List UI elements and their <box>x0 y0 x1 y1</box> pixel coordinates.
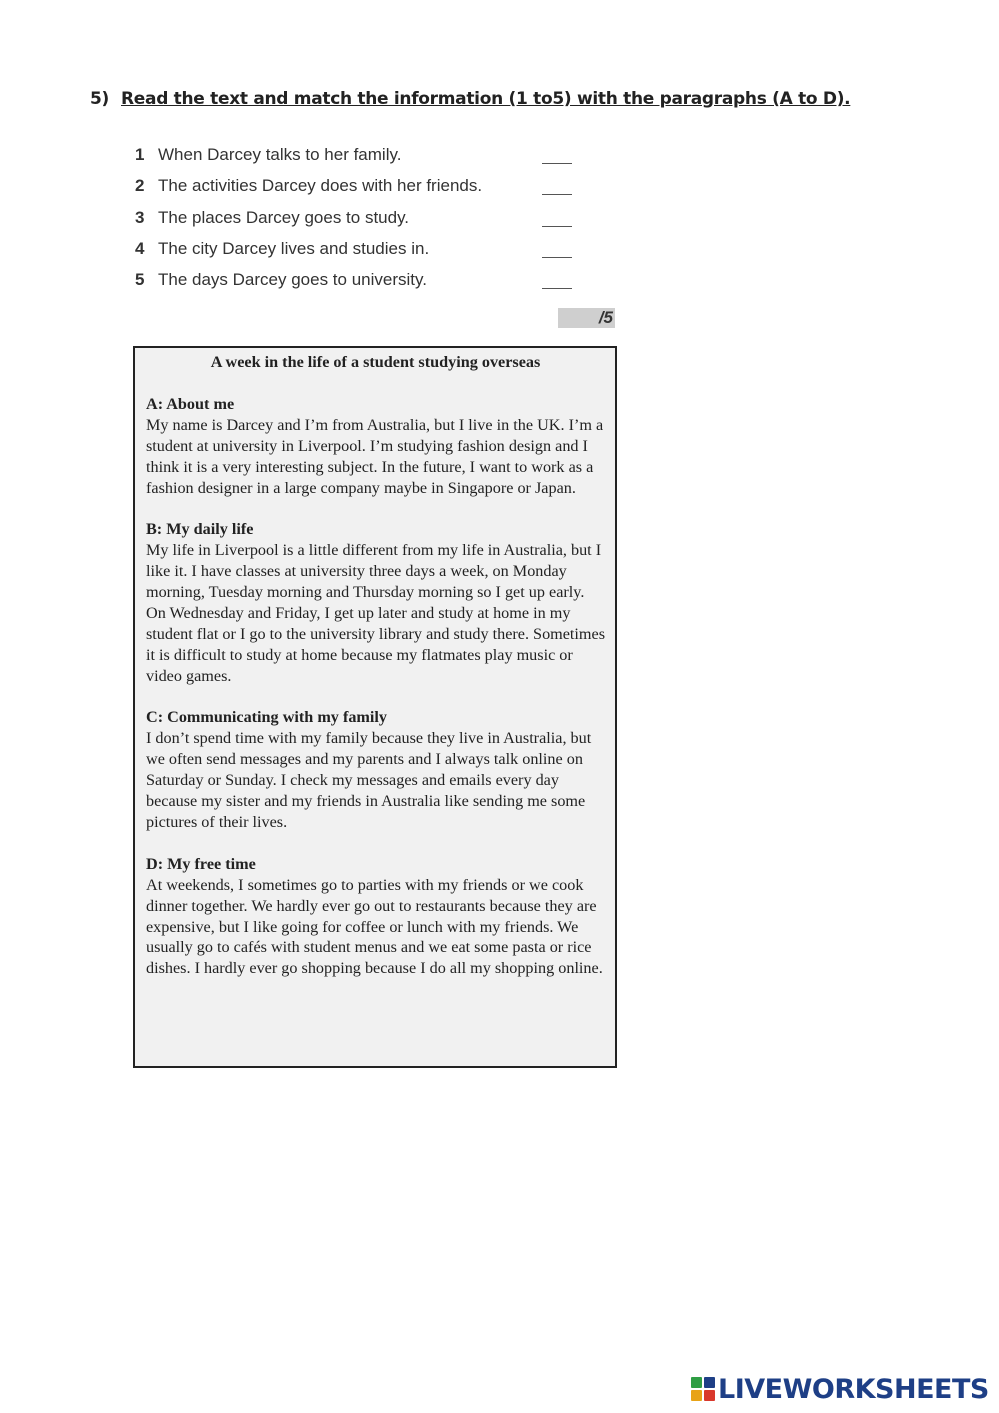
item-text: The activities Darcey does with her friends. <box>158 176 483 196</box>
paragraph-b <box>146 519 605 686</box>
paragraph-a <box>146 394 605 499</box>
logo-text: LIVEWORKSHEETS <box>718 1373 989 1405</box>
matching-list <box>135 145 575 301</box>
list-item <box>135 239 575 270</box>
item-text: The places Darcey goes to study. <box>158 207 410 227</box>
item-number: 3 <box>135 207 145 227</box>
paragraph-body: At weekends, I sometimes go to parties with my friends or we cook dinner together. We hardly ever go out to restaurants because they are expensive, but I like going for coffee or lunch with my friends. We usually go to cafés with student menus and we eat some pasta or rice dishes. I hardly ever go shopping because I do all my shopping online. <box>146 875 603 978</box>
paragraph-heading: A: About me <box>146 394 235 413</box>
score-box: /5 <box>558 308 615 328</box>
task-number: 5) <box>90 89 109 109</box>
article-title: A week in the life of a student studying overseas <box>210 353 541 371</box>
paragraph-heading: C: Communicating with my family <box>146 708 388 727</box>
paragraph-heading: B: My daily life <box>146 520 254 539</box>
item-text: When Darcey talks to her family. <box>158 145 402 164</box>
answer-input[interactable] <box>542 288 572 289</box>
answer-input[interactable] <box>542 226 572 227</box>
list-item <box>135 176 575 207</box>
answer-input[interactable] <box>542 163 572 164</box>
paragraph-body: My name is Darcey and I’m from Australia, but I live in the UK. I’m a student at university in Liverpool. I’m studying fashion design and I think it is a very interesting subject. In the future, I want to work as a fashion designer in a large company maybe in Singapore or Japan. <box>146 415 604 497</box>
reading-text-box <box>133 346 617 1068</box>
list-item <box>135 270 575 301</box>
list-item <box>135 145 575 176</box>
answer-input[interactable] <box>542 257 572 258</box>
answer-input[interactable] <box>542 194 572 195</box>
paragraph-body: My life in Liverpool is a little different from my life in Australia, but I like it. I have classes at university three days a week, on Monday morning, Tuesday morning and Thursday morning so I get up early. On Wednesday and Friday, I get up later and study at home in my student flat or I go to the university library and study there. Sometimes it is difficult to study at home because my flatmates play music or video games. <box>146 541 606 685</box>
item-text: The city Darcey lives and studies in. <box>158 238 430 258</box>
item-number: 1 <box>135 145 145 164</box>
paragraph-d <box>146 854 605 979</box>
paragraph-c <box>146 707 605 832</box>
item-number: 4 <box>135 238 145 258</box>
liveworksheets-logo <box>691 1374 989 1404</box>
list-item <box>135 208 575 239</box>
paragraph-heading: D: My free time <box>146 854 256 873</box>
item-number: 2 <box>135 176 145 196</box>
item-number: 5 <box>135 270 145 290</box>
item-text: The days Darcey goes to university. <box>158 270 427 290</box>
task-heading <box>90 89 850 109</box>
paragraph-body: I don’t spend time with my family because they live in Australia, but we often send messages and my parents and I always talk online on Saturday or Sunday. I check my messages and emails every day because my sister and my friends in Australia like sending me some pictures of their lives. <box>146 729 592 831</box>
logo-grid-icon <box>691 1377 715 1401</box>
task-instruction: Read the text and match the information (1 to5) with the paragraphs (A to D). <box>121 89 851 109</box>
